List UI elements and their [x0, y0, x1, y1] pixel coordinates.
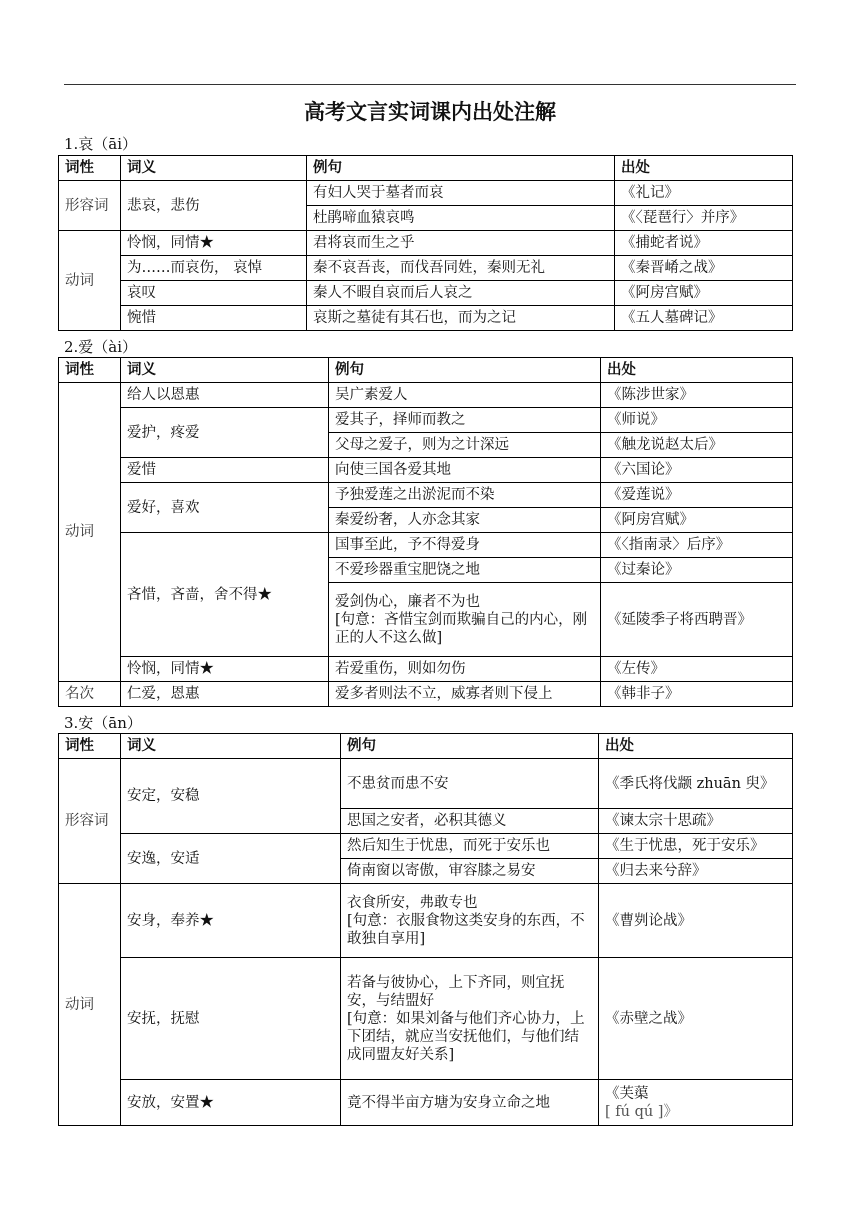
pos-cell: 动词 — [59, 884, 121, 1126]
header-pos: 词性 — [59, 734, 121, 759]
header-pos: 词性 — [59, 358, 121, 383]
header-source: 出处 — [599, 734, 793, 759]
table-row — [59, 256, 793, 281]
example-cell: 秦人不暇自哀而后人哀之 — [307, 281, 615, 306]
meaning-cell: 仁爱，恩惠 — [121, 682, 329, 707]
header-meaning: 词义 — [121, 156, 307, 181]
meaning-cell: 安定，安稳 — [121, 759, 341, 834]
meaning-cell: 哀叹 — [121, 281, 307, 306]
source-cell: 《礼记》 — [615, 181, 793, 206]
header-pos: 词性 — [59, 156, 121, 181]
example-cell: 倚南窗以寄傲，审容膝之易安 — [341, 859, 599, 884]
example-cell: 吴广素爱人 — [329, 383, 601, 408]
source-cell: 《过秦论》 — [601, 558, 793, 583]
table-row — [59, 383, 793, 408]
table-row — [59, 483, 793, 508]
header-example: 例句 — [341, 734, 599, 759]
meaning-cell: 安身，奉养★ — [121, 884, 341, 958]
table-row — [59, 958, 793, 1080]
table-row — [59, 533, 793, 558]
table-row — [59, 181, 793, 206]
meaning-cell: 安抚，抚慰 — [121, 958, 341, 1080]
source-cell: 《延陵季子将西聘晋》 — [601, 583, 793, 657]
example-cell — [329, 583, 601, 657]
meaning-cell: 爱惜 — [121, 458, 329, 483]
meaning-cell: 吝惜，吝啬，舍不得★ — [121, 533, 329, 657]
example-cell: 君将哀而生之乎 — [307, 231, 615, 256]
header-example: 例句 — [329, 358, 601, 383]
section-heading: 1.哀（āi） — [64, 135, 138, 153]
section-table — [58, 733, 793, 1126]
source-cell: 《韩非子》 — [601, 682, 793, 707]
source-cell: 《〈琵琶行〉并序》 — [615, 206, 793, 231]
example-text: 衣食所安，弗敢专也 — [347, 894, 478, 911]
example-cell: 哀斯之墓徒有其石也，而为之记 — [307, 306, 615, 331]
source-cell: 《赤壁之战》 — [599, 958, 793, 1080]
source-cell: 《归去来兮辞》 — [599, 859, 793, 884]
example-cell: 父母之爱子，则为之计深远 — [329, 433, 601, 458]
meaning-cell: 爱好，喜欢 — [121, 483, 329, 533]
source-cell: 《季氏将伐颛 zhuān 臾》 — [599, 759, 793, 809]
meaning-cell: 给人以恩惠 — [121, 383, 329, 408]
pos-cell: 动词 — [59, 231, 121, 331]
meaning-cell: 安逸，安适 — [121, 834, 341, 884]
meaning-cell: 安放，安置★ — [121, 1080, 341, 1126]
pos-cell: 动词 — [59, 383, 121, 682]
source-cell: 《捕蛇者说》 — [615, 231, 793, 256]
source-cell: 《爱莲说》 — [601, 483, 793, 508]
source-cell — [599, 1080, 793, 1126]
source-cell: 《陈涉世家》 — [601, 383, 793, 408]
example-text: 爱剑伪心，廉者不为也 — [335, 593, 480, 610]
source-cell: 《阿房宫赋》 — [615, 281, 793, 306]
example-cell: 若爱重伤，则如勿伤 — [329, 657, 601, 682]
table-header-row — [59, 734, 793, 759]
page-title: 高考文言实词课内出处注解 — [304, 100, 556, 124]
meaning-cell: 为……而哀伤， 哀悼 — [121, 256, 307, 281]
source-cell: 《曹刿论战》 — [599, 884, 793, 958]
header-rule — [64, 84, 796, 85]
source-text: 《芙蕖 — [605, 1085, 649, 1102]
example-cell — [341, 958, 599, 1080]
header-source: 出处 — [601, 358, 793, 383]
pos-cell: 名次 — [59, 682, 121, 707]
example-cell: 不患贫而患不安 — [341, 759, 599, 809]
example-cell: 思国之安者，必积其德义 — [341, 809, 599, 834]
example-note: [句意：如果刘备与他们齐心协力，上下团结，就应当安抚他们，与他们结成同盟友好关系] — [347, 1010, 585, 1063]
source-cell: 《〈指南录〉后序》 — [601, 533, 793, 558]
table-row — [59, 281, 793, 306]
section-table — [58, 357, 793, 707]
source-cell: 《左传》 — [601, 657, 793, 682]
header-meaning: 词义 — [121, 734, 341, 759]
source-cell: 《师说》 — [601, 408, 793, 433]
header-source: 出处 — [615, 156, 793, 181]
example-cell: 爱多者则法不立，威寡者则下侵上 — [329, 682, 601, 707]
source-cell: 《谏太宗十思疏》 — [599, 809, 793, 834]
example-cell: 国事至此，予不得爱身 — [329, 533, 601, 558]
section-table — [58, 155, 793, 331]
table-row — [59, 759, 793, 809]
section-heading: 3.安（ān） — [64, 714, 142, 732]
example-cell: 有妇人哭于墓者而哀 — [307, 181, 615, 206]
example-cell: 然后知生于忧患，而死于安乐也 — [341, 834, 599, 859]
table-row — [59, 682, 793, 707]
example-note: [句意：衣服食物这类安身的东西，不敢独自享用] — [347, 912, 585, 947]
table-row — [59, 884, 793, 958]
example-text: 若备与彼协心，上下齐同，则宜抚安，与结盟好 — [347, 974, 565, 1009]
example-cell: 予独爱莲之出淤泥而不染 — [329, 483, 601, 508]
section-heading: 2.爱（ài） — [64, 338, 138, 356]
header-meaning: 词义 — [121, 358, 329, 383]
example-cell — [341, 884, 599, 958]
source-cell: 《秦晋崤之战》 — [615, 256, 793, 281]
source-pinyin: [ fú qú ]》 — [605, 1103, 678, 1120]
pos-cell: 形容词 — [59, 759, 121, 884]
example-cell: 竟不得半亩方塘为安身立命之地 — [341, 1080, 599, 1126]
table-header-row — [59, 156, 793, 181]
table-row — [59, 834, 793, 859]
source-cell: 《五人墓碑记》 — [615, 306, 793, 331]
table-row — [59, 458, 793, 483]
header-example: 例句 — [307, 156, 615, 181]
table-row — [59, 408, 793, 433]
table-header-row — [59, 358, 793, 383]
table-row — [59, 306, 793, 331]
example-note: [句意：吝惜宝剑而欺骗自己的内心，刚正的人不这么做] — [335, 611, 588, 646]
table-row — [59, 1080, 793, 1126]
meaning-cell: 惋惜 — [121, 306, 307, 331]
example-cell: 秦爱纷奢，人亦念其家 — [329, 508, 601, 533]
source-cell: 《触龙说赵太后》 — [601, 433, 793, 458]
meaning-cell: 怜悯，同情★ — [121, 231, 307, 256]
table-row — [59, 231, 793, 256]
source-cell: 《六国论》 — [601, 458, 793, 483]
meaning-cell: 怜悯，同情★ — [121, 657, 329, 682]
meaning-cell: 爱护，疼爱 — [121, 408, 329, 458]
source-cell: 《阿房宫赋》 — [601, 508, 793, 533]
source-cell: 《生于忧患，死于安乐》 — [599, 834, 793, 859]
example-cell: 秦不哀吾丧，而伐吾同姓，秦则无礼 — [307, 256, 615, 281]
table-row — [59, 657, 793, 682]
example-cell: 向使三国各爱其地 — [329, 458, 601, 483]
pos-cell: 形容词 — [59, 181, 121, 231]
meaning-cell: 悲哀，悲伤 — [121, 181, 307, 231]
example-cell: 杜鹃啼血猿哀鸣 — [307, 206, 615, 231]
example-cell: 爱其子，择师而教之 — [329, 408, 601, 433]
example-cell: 不爱珍器重宝肥饶之地 — [329, 558, 601, 583]
